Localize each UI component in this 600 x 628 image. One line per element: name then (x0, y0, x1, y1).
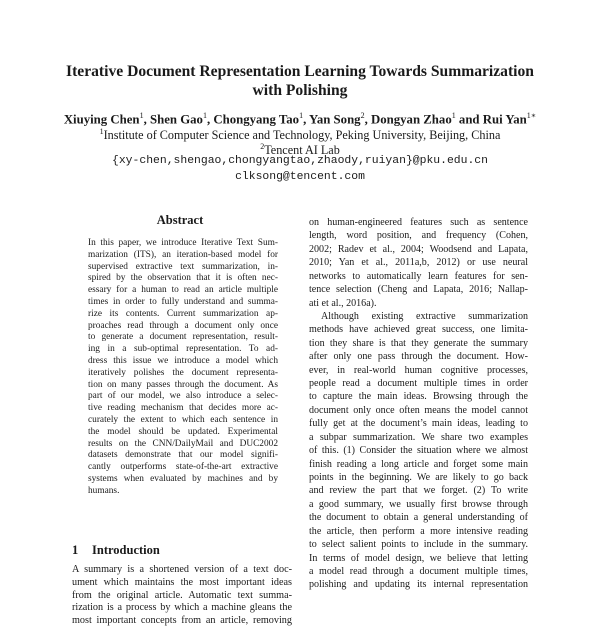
abstract-line: curately the extent to which each sentence in (88, 414, 278, 425)
author-affiliation-mark: 1 (451, 111, 456, 120)
body-line: people read a document multiple times in order (309, 378, 528, 390)
introduction-line: A summary is a shortened version of a text doc- (72, 564, 292, 575)
body-line: a subpar summarization. We share two examples (309, 431, 528, 443)
body-line: of this. (1) Consider the situation where we almost (309, 445, 528, 457)
author-affiliation-mark: 1 (202, 111, 207, 120)
body-line: to capture the main ideas. Browsing through the (309, 391, 528, 403)
body-line: ati et al., 2016a). (309, 297, 377, 309)
introduction-line: ument which maintains the most important ideas (72, 576, 292, 588)
body-line: document only once often means the model cannot (309, 404, 528, 416)
author-email: {xy-chen,shengao,chongyangtao,zhaody,ruiyan}@pku.edu.cn (112, 155, 488, 167)
author-conjunction: and (455, 112, 483, 127)
author-affiliation-mark: 1 (139, 111, 144, 120)
abstract-line: to generate a document representation, result- (88, 332, 278, 343)
body-line: tion they share is that they generate the summary (309, 337, 528, 349)
abstract-line: spired by the observation that it is often nec- (88, 273, 278, 284)
body-line: fully get at the document’s main ideas, leading to (309, 418, 528, 430)
body-line: a good summary, we usually first browse through (309, 498, 528, 510)
abstract-line: tive reading mechanism that decides more ac- (88, 403, 278, 414)
author-separator: , (143, 112, 150, 127)
abstract-line: times in order to fully understand and summa- (88, 296, 278, 307)
section-number: 1 (72, 543, 79, 557)
author-name: Dongyan Zhao (371, 112, 452, 127)
body-line: the document to obtain a general understanding of (309, 512, 528, 524)
author-affiliation-mark: 1 (299, 111, 304, 120)
author-name: Yan Song (309, 112, 361, 127)
section-heading-introduction (72, 543, 160, 558)
abstract-line: systems when evaluated by machines and by (88, 473, 278, 484)
section-title: Introduction (92, 543, 160, 557)
abstract-body (88, 238, 278, 498)
abstract-line: iteratively polishes the document representa- (88, 367, 278, 378)
body-line: and review the part that we forget. (2) To write (309, 485, 528, 497)
affiliation-mark: 2 (260, 142, 265, 151)
abstract-line: proaches read through a document only once (88, 320, 278, 331)
abstract-line: humans. (88, 485, 120, 496)
affiliation-text: Tencent AI Lab (264, 143, 340, 158)
abstract-line: the model should be updated. Experimental (88, 426, 278, 437)
body-line: methods have achieved great success, one limita- (309, 324, 528, 336)
abstract-line: rize its contents. Current summarization ap- (88, 308, 278, 319)
abstract-line: supervised extractive text summarization, in- (88, 261, 278, 272)
affiliation-text: Institute of Computer Science and Technology, Peking University, Beijing, China (103, 128, 501, 143)
body-line: on human-engineered features such as sentence (309, 217, 528, 228)
abstract-line: tion on many passes through the document. As (88, 379, 278, 390)
body-line: finish reading a long article and forget some main (309, 458, 528, 470)
body-line: length, word position, and frequency (Cohen, (309, 230, 528, 242)
introduction-line: rization is a process by which a machine gleans the (72, 602, 292, 614)
author-affiliation-mark: 2 (360, 111, 365, 120)
introduction-line: most important concepts from an article, removing (72, 615, 292, 627)
abstract-line: dress this issue we introduce a model which (88, 355, 278, 366)
affiliation-mark: 1 (99, 127, 104, 136)
abstract-line: essary for a human to read an article multiple (88, 285, 278, 296)
body-line: tence selection (Cheng and Lapata, 2016; Nallap- (309, 284, 528, 296)
author-separator: , (206, 112, 214, 127)
author-name: Shen Gao (149, 112, 203, 127)
author-separator: , (364, 112, 371, 127)
body-line: to select salient points to include in the summary. (309, 539, 528, 551)
author-separator: , (303, 112, 310, 127)
abstract-line: cantly outperforms state-of-the-art extractive (88, 462, 278, 473)
title-line: with Polishing (252, 82, 348, 99)
abstract-line: datasets demonstrate that our model signifi- (88, 450, 278, 461)
body-line: networks to automatically learn features for sen- (309, 270, 528, 282)
body-line-text: Although existing extractive summarization (321, 310, 528, 322)
body-line: In terms of model design, we believe that letting (309, 552, 528, 564)
body-line (309, 310, 528, 323)
author-name: Xiuying Chen (63, 112, 140, 127)
author-name: Chongyang Tao (213, 112, 300, 127)
body-line: the article, then perform a more intensive reading (309, 525, 528, 537)
abstract-line: results on the CNN/DailyMail and DUC2002 (88, 438, 278, 449)
body-line: 2010; Yan et al., 2011a,b, 2012) or use neural (309, 257, 528, 269)
body-line: 2002; Radev et al., 2004; Woodsend and Lapata, (309, 243, 528, 255)
abstract-line: ing in a sub-optimal representation. To ad- (88, 344, 278, 355)
author-name: Rui Yan (482, 112, 527, 127)
body-line: ever, in real-world human cognitive processes, (309, 364, 528, 376)
author-affiliation-mark: 1∗ (526, 111, 537, 120)
body-line: points in the beginning. We are likely to go back (309, 472, 528, 484)
introduction-body (72, 564, 292, 628)
title-line: Iterative Document Representation Learning Towards Summarization (66, 63, 534, 80)
paper-title (60, 62, 540, 100)
body-line: polishing and updating its internal representation (309, 579, 528, 591)
introduction-line: from the original article. Automatic text summa- (72, 589, 292, 601)
abstract-heading: Abstract (156, 213, 204, 227)
abstract-line: In this paper, we introduce Iterative Text Sum- (88, 238, 278, 248)
body-line: after only one pass through the document. How- (309, 351, 528, 363)
right-column-body (309, 216, 528, 592)
abstract-line: part of our model, we also introduce a selec- (88, 391, 278, 402)
body-line: a model read through a document multiple times, (309, 565, 528, 577)
author-email: clksong@tencent.com (235, 171, 365, 183)
abstract-line: marization (ITS), an iteration-based model for (88, 249, 278, 260)
